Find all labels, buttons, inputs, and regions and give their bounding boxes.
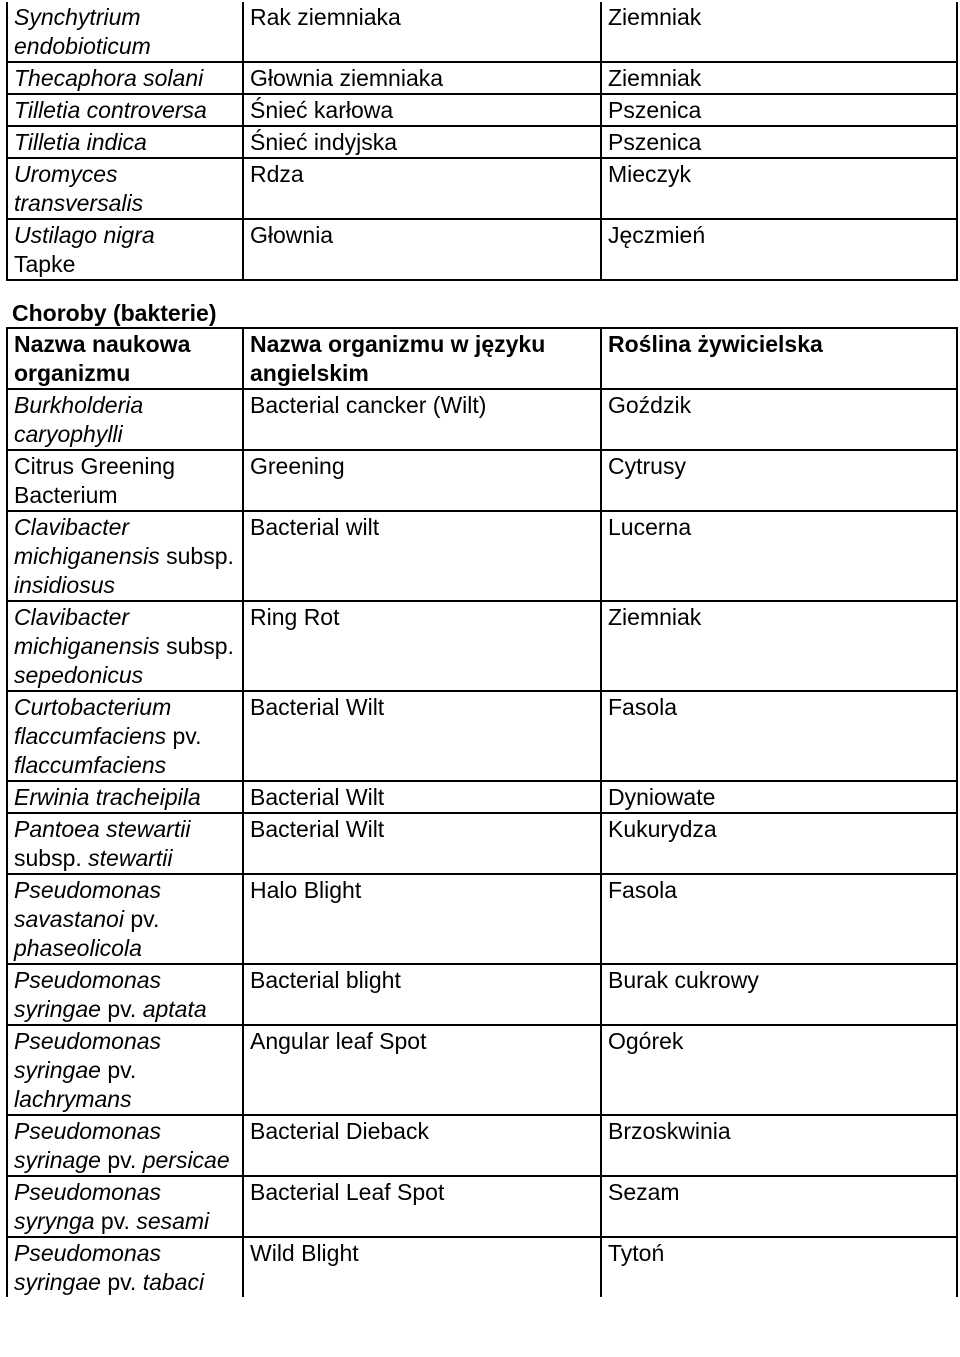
host-plant-cell: Tytoń [601, 1237, 957, 1297]
host-plant-cell: Ogórek [601, 1025, 957, 1115]
scientific-name-part: Pseudomonas syringae [14, 967, 162, 1022]
host-plant-cell: Burak cukrowy [601, 964, 957, 1025]
bacteria-table-body [7, 389, 957, 1297]
scientific-name-part: subsp. [159, 633, 234, 659]
scientific-name-part: pv. [94, 1208, 137, 1234]
scientific-name: Ustilago nigra [14, 222, 155, 248]
scientific-name-cell [7, 1176, 243, 1237]
scientific-name-part: tabaci [142, 1269, 205, 1295]
table-row [7, 62, 957, 94]
table-row [7, 874, 957, 964]
scientific-name-cell [7, 62, 243, 94]
header-scientific-name: Nazwa naukowa organizmu [7, 328, 243, 389]
table-header-row [7, 328, 957, 389]
scientific-name-part: pv. [100, 1057, 137, 1083]
scientific-name-part: Pseudomonas syrynga [14, 1179, 162, 1234]
scientific-name-cell [7, 601, 243, 691]
english-name-cell: Bacterial Wilt [243, 691, 601, 781]
host-plant-cell: Ziemniak [601, 601, 957, 691]
english-name-cell: Bacterial Leaf Spot [243, 1176, 601, 1237]
scientific-name-part: Burkholderia caryophylli [14, 392, 144, 447]
english-name-cell: Ring Rot [243, 601, 601, 691]
table-row [7, 1025, 957, 1115]
host-plant-cell: Goździk [601, 389, 957, 450]
disease-name-cell: Śnieć indyjska [243, 126, 601, 158]
scientific-name-cell [7, 813, 243, 874]
scientific-name-part: Clavibacter michiganensis [14, 604, 160, 659]
scientific-name-cell [7, 126, 243, 158]
host-plant-cell: Pszenica [601, 94, 957, 126]
scientific-name-part: sepedonicus [14, 662, 144, 688]
scientific-name-cell [7, 389, 243, 450]
table-row [7, 1176, 957, 1237]
scientific-name: Tilletia controversa [14, 97, 207, 123]
table-row [7, 781, 957, 813]
header-host-plant: Roślina żywicielska [601, 328, 957, 389]
scientific-name-part: persicae [142, 1147, 230, 1173]
table-row [7, 219, 957, 280]
table-row [7, 511, 957, 601]
scientific-name-cell [7, 450, 243, 511]
scientific-name-cell [7, 1025, 243, 1115]
scientific-name-part: Clavibacter michiganensis [14, 514, 160, 569]
scientific-name-part: Pseudomonas syrinage [14, 1118, 162, 1173]
scientific-name-part: Pseudomonas savastanoi [14, 877, 162, 932]
english-name-cell: Bacterial cancker (Wilt) [243, 389, 601, 450]
scientific-name-part: Erwinia tracheipila [14, 784, 201, 810]
scientific-name-part: Pseudomonas syringae [14, 1240, 162, 1295]
scientific-name-part: flaccumfaciens [14, 752, 167, 778]
scientific-name-part: pv. [123, 906, 160, 932]
english-name-cell: Wild Blight [243, 1237, 601, 1297]
fungi-table-body [7, 2, 957, 280]
disease-name-cell: Śnieć karłowa [243, 94, 601, 126]
host-plant-cell: Fasola [601, 874, 957, 964]
scientific-name-part: sesami [136, 1208, 210, 1234]
table-row [7, 813, 957, 874]
table-row [7, 601, 957, 691]
scientific-name-part: insidiosus [14, 572, 115, 598]
scientific-name-cell [7, 158, 243, 219]
scientific-name-part: pv. [166, 723, 202, 749]
english-name-cell: Bacterial Dieback [243, 1115, 601, 1176]
scientific-name-cell [7, 1237, 243, 1297]
table-row [7, 2, 957, 62]
english-name-cell: Angular leaf Spot [243, 1025, 601, 1115]
scientific-name-author: Tapke [14, 251, 76, 277]
bacteria-disease-table [6, 327, 958, 1297]
scientific-name-cell [7, 691, 243, 781]
host-plant-cell: Ziemniak [601, 62, 957, 94]
table-row [7, 1115, 957, 1176]
scientific-name-part: Curtobacterium flaccumfaciens [14, 694, 172, 749]
header-english-name: Nazwa organizmu w języku angielskim [243, 328, 601, 389]
scientific-name-part: pv. [100, 1147, 143, 1173]
english-name-cell: Bacterial Wilt [243, 781, 601, 813]
disease-name-cell: Rak ziemniaka [243, 2, 601, 62]
scientific-name-cell [7, 781, 243, 813]
scientific-name-cell [7, 2, 243, 62]
host-plant-cell: Fasola [601, 691, 957, 781]
scientific-name-cell [7, 94, 243, 126]
scientific-name-part: lachrymans [14, 1086, 132, 1112]
host-plant-cell: Kukurydza [601, 813, 957, 874]
host-plant-cell: Sezam [601, 1176, 957, 1237]
disease-name-cell: Głownia ziemniaka [243, 62, 601, 94]
scientific-name: Uromyces transversalis [14, 161, 144, 216]
fungi-disease-table [6, 2, 958, 281]
disease-name-cell: Rdza [243, 158, 601, 219]
scientific-name-part: aptata [142, 996, 207, 1022]
scientific-name-part: pv. [100, 1269, 143, 1295]
host-plant-cell: Ziemniak [601, 2, 957, 62]
scientific-name-part: pv. [100, 996, 143, 1022]
table-row [7, 126, 957, 158]
scientific-name-cell [7, 219, 243, 280]
host-plant-cell: Mieczyk [601, 158, 957, 219]
scientific-name-cell [7, 1115, 243, 1176]
table-row [7, 1237, 957, 1297]
table-row [7, 450, 957, 511]
scientific-name: Synchytrium endobioticum [14, 4, 151, 59]
scientific-name-part: phaseolicola [14, 935, 142, 961]
table-row [7, 691, 957, 781]
scientific-name: Tilletia indica [14, 129, 147, 155]
english-name-cell: Halo Blight [243, 874, 601, 964]
scientific-name-cell [7, 964, 243, 1025]
scientific-name-part: subsp. [159, 543, 234, 569]
english-name-cell: Greening [243, 450, 601, 511]
host-plant-cell: Dyniowate [601, 781, 957, 813]
scientific-name-part: subsp. [14, 845, 89, 871]
host-plant-cell: Cytrusy [601, 450, 957, 511]
host-plant-cell: Pszenica [601, 126, 957, 158]
english-name-cell: Bacterial wilt [243, 511, 601, 601]
host-plant-cell: Jęczmień [601, 219, 957, 280]
scientific-name-part: Pantoea stewartii [14, 816, 191, 842]
table-row [7, 94, 957, 126]
scientific-name-part: stewartii [88, 845, 173, 871]
scientific-name-part: Citrus Greening Bacterium [14, 453, 176, 508]
host-plant-cell: Brzoskwinia [601, 1115, 957, 1176]
scientific-name-cell [7, 511, 243, 601]
table-row [7, 964, 957, 1025]
english-name-cell: Bacterial Wilt [243, 813, 601, 874]
section-title: Choroby (bakterie) [12, 300, 217, 326]
scientific-name: Thecaphora solani [14, 65, 204, 91]
table-row [7, 389, 957, 450]
english-name-cell: Bacterial blight [243, 964, 601, 1025]
scientific-name-part: Pseudomonas syringae [14, 1028, 162, 1083]
scientific-name-cell [7, 874, 243, 964]
host-plant-cell: Lucerna [601, 511, 957, 601]
table-row [7, 158, 957, 219]
disease-name-cell: Głownia [243, 219, 601, 280]
